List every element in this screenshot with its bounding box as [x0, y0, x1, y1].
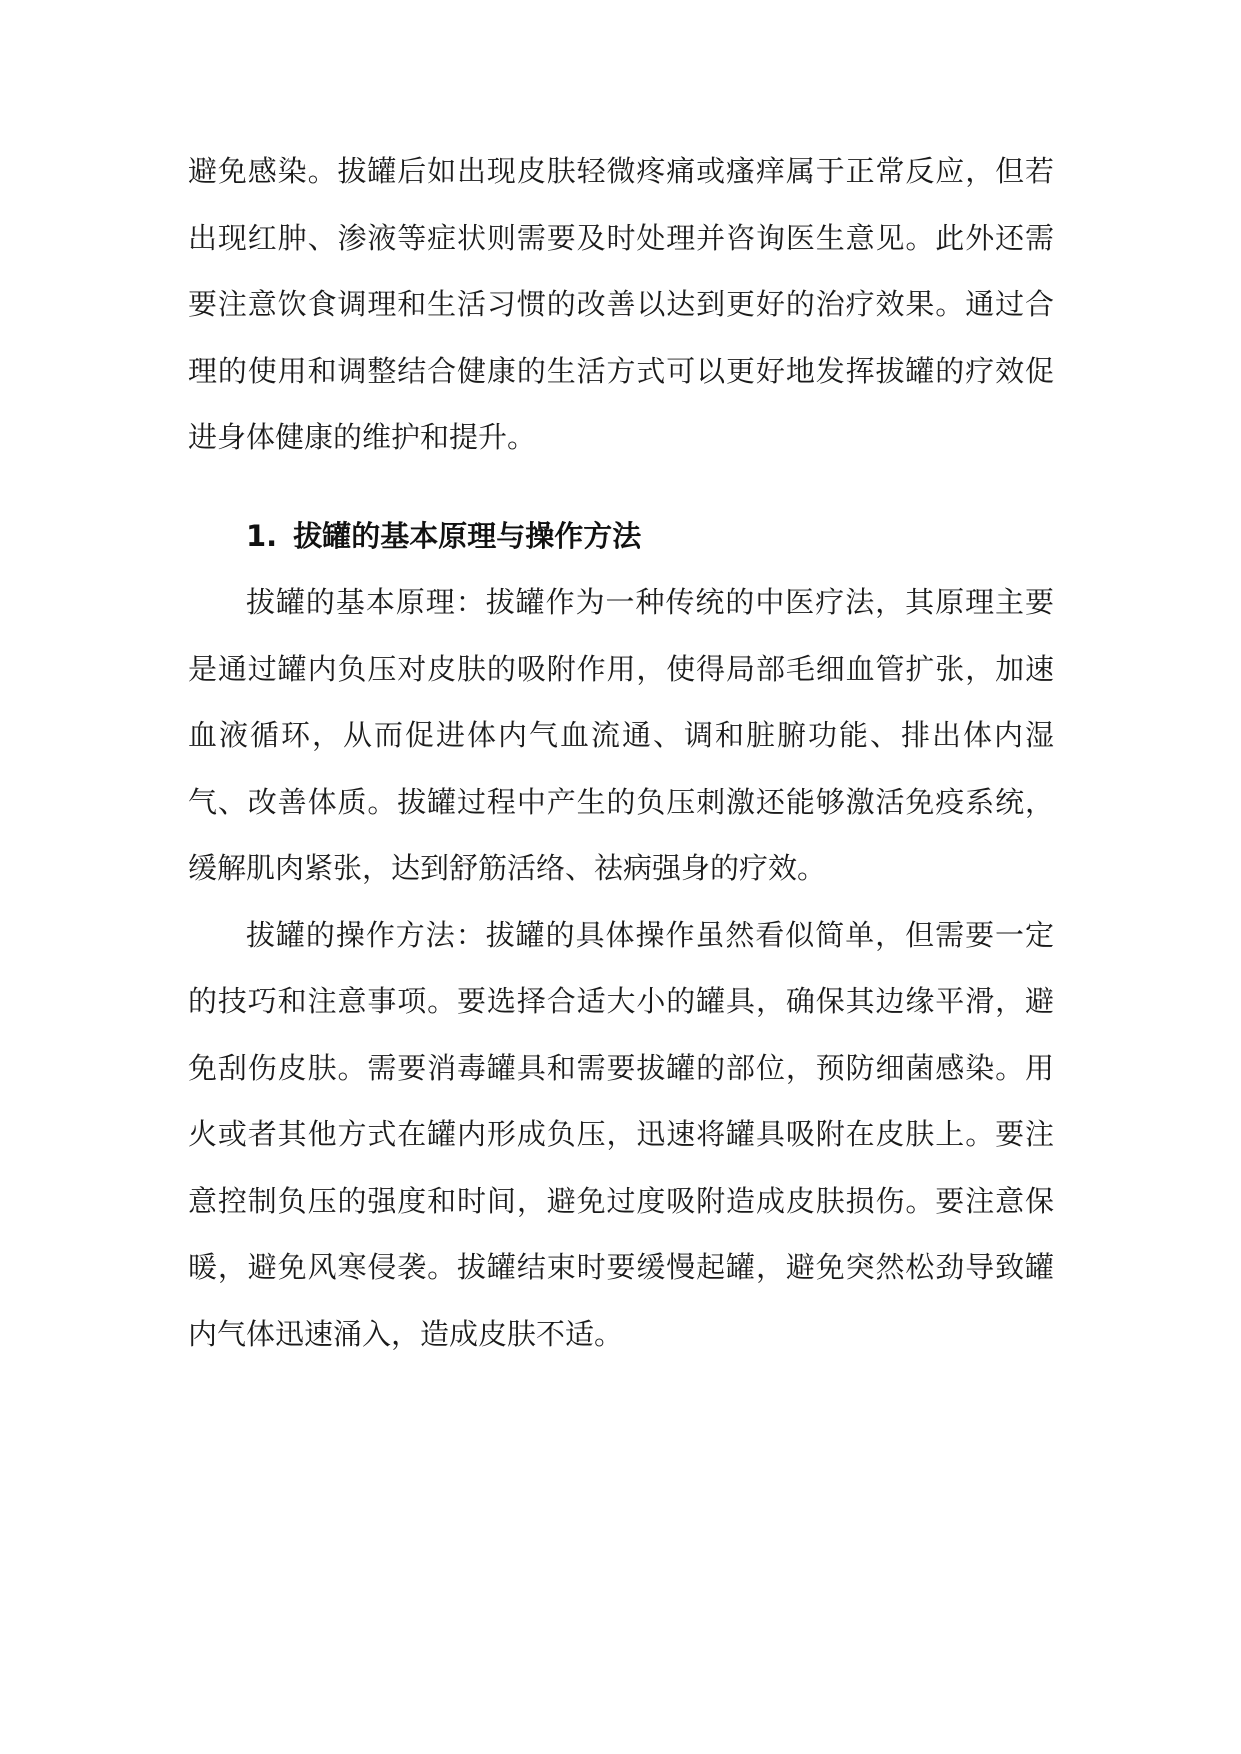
- document-body: [188, 138, 1054, 1367]
- paragraph-basic-principle: 拔罐的基本原理：拔罐作为一种传统的中医疗法，其原理主要是通过罐内负压对皮肤的吸附作用，使得局部毛细血管扩张，加速血液循环，从而促进体内气血流通、调和脏腑功能、排出体内湿气、改善体质。拔罐过程中产生的负压刺激还能够激活免疫系统，缓解肌肉紧张，达到舒筋活络、祛病强身的疗效。: [188, 585, 1054, 885]
- section-heading: [188, 503, 1054, 570]
- paragraph-operation-method: 拔罐的操作方法：拔罐的具体操作虽然看似简单，但需要一定的技巧和注意事项。要选择合适大小的罐具，确保其边缘平滑，避免刮伤皮肤。需要消毒罐具和需要拔罐的部位，预防细菌感染。用火或者其他方式在罐内形成负压，迅速将罐具吸附在皮肤上。要注意控制负压的强度和时间，避免过度吸附造成皮肤损伤。要注意保暖，避免风寒侵袭。拔罐结束时要缓慢起罐，避免突然松劲导致罐内气体迅速涌入，造成皮肤不适。: [188, 917, 1054, 1351]
- section-title: 拔罐的基本原理与操作方法: [293, 518, 642, 553]
- section-number: 1.: [246, 518, 278, 553]
- paragraph-continuation: 避免感染。拔罐后如出现皮肤轻微疼痛或瘙痒属于正常反应，但若出现红肿、渗液等症状则需要及时处理并咨询医生意见。此外还需要注意饮食调理和生活习惯的改善以达到更好的治疗效果。通过合理的使用和调整结合健康的生活方式可以更好地发挥拔罐的疗效促进身体健康的维护和提升。: [188, 154, 1054, 454]
